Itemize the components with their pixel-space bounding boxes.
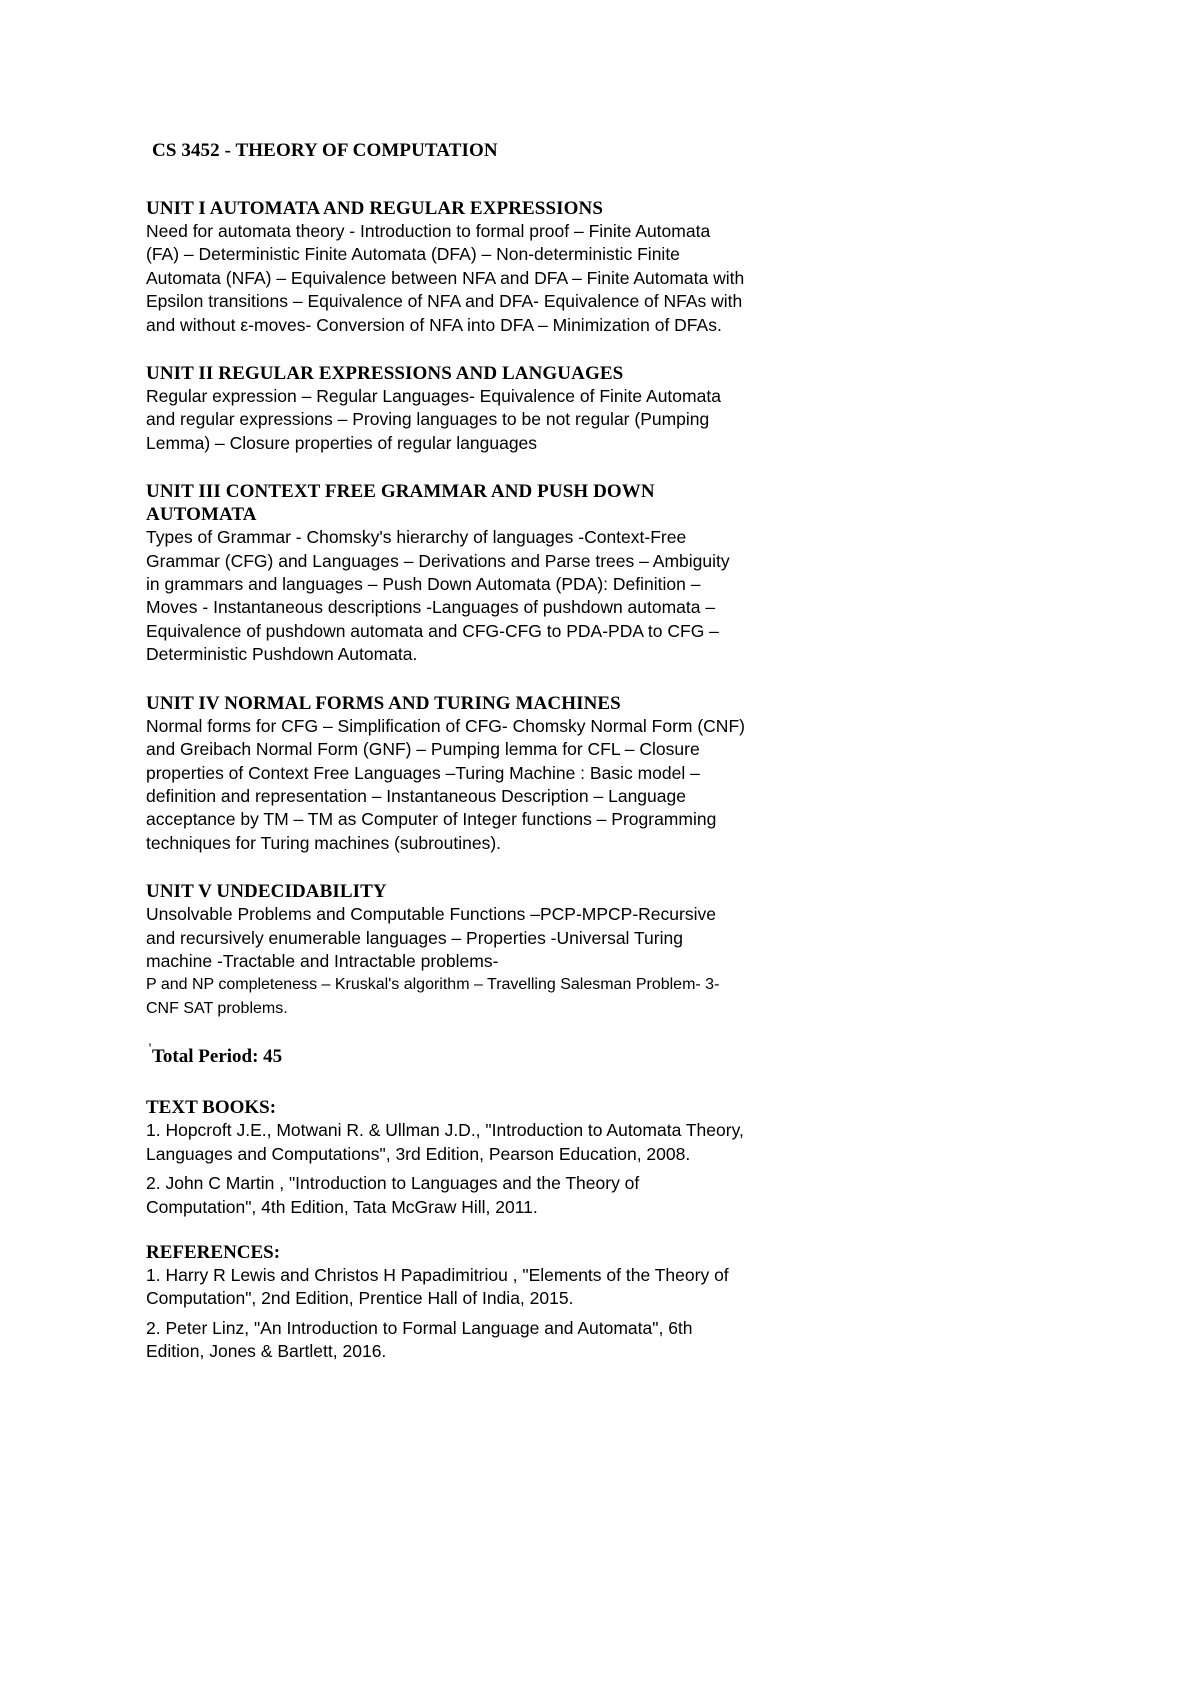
unit-heading: UNIT V UNDECIDABILITY [146,881,387,903]
unit-body: Regular expression – Regular Languages- Equivalence of Finite Automata and regular expressions – Proving languages to be not regular (Pumping Lemma) – Closure properties of regular languages [146,386,721,453]
total-period: Total Period: 45 [152,1046,283,1068]
stray-mark: , [148,1032,152,1049]
unit-body: Normal forms for CFG – Simplification of CFG- Chomsky Normal Form (CNF) and Greibach Normal Form (GNF) – Pumping lemma for CFL – Closure properties of Context Free Languages –Turing Machine : Basic model – definition and representation – Instantaneous Description – Language acceptance by TM – TM as Computer of Integer functions – Programming techniques for Turing machines (subroutines). [146,715,745,853]
unit-3 [146,480,746,666]
unit-body: Types of Grammar - Chomsky's hierarchy of languages -Context-Free Grammar (CFG) and Languages – Derivations and Parse trees – Ambiguity in grammars and languages – Push Down Automata (PDA): Definition – Moves - Instantaneous descriptions -Languages of pushdown automata – Equivalence of pushdown automata and CFG-CFG to PDA-PDA to CFG – Deterministic Pushdown Automata. [146,527,730,665]
text-books-heading: TEXT BOOKS: [146,1097,277,1119]
unit-heading: UNIT III CONTEXT FREE GRAMMAR AND PUSH DOWN AUTOMATA [146,481,655,526]
unit-body: Unsolvable Problems and Computable Functions –PCP-MPCP-Recursive and recursively enumerable languages – Properties -Universal Turing machine -Tractable and Intractable problems- [146,904,716,971]
unit-body: Need for automata theory - Introduction to formal proof – Finite Automata (FA) – Deterministic Finite Automata (DFA) – Non-deterministic Finite Automata (NFA) – Equivalence between NFA and DFA – Finite Automata with Epsilon transitions – Equivalence of NFA and DFA- Equivalence of NFAs with and without ε-moves- Conversion of NFA into DFA – Minimization of DFAs. [146,221,745,335]
unit-heading: UNIT I AUTOMATA AND REGULAR EXPRESSIONS [146,198,604,219]
reference-item: 1. Harry R Lewis and Christos H Papadimitriou , "Elements of the Theory of Computation", 2nd Edition, Prentice Hall of India, 2015. [146,1264,729,1309]
unit-4 [146,692,746,855]
unit-5 [146,880,746,1021]
references-heading: REFERENCES: [146,1241,281,1263]
document-title: CS 3452 - THEORY OF COMPUTATION [152,140,498,161]
text-books-section [146,1096,746,1219]
reference-item: 2. Peter Linz, "An Introduction to Formal Language and Automata", 6th Edition, Jones & Bartlett, 2016. [146,1317,693,1362]
unit-2 [146,362,746,455]
text-book-item: 2. John C Martin , "Introduction to Languages and the Theory of Computation", 4th Edition, Tata McGraw Hill, 2011. [146,1173,640,1217]
unit-body-continuation: P and NP completeness – Kruskal's algorithm – Travelling Salesman Problem- 3-CNF SAT problems. [146,976,720,1018]
unit-heading: UNIT II REGULAR EXPRESSIONS AND LANGUAGES [146,363,624,385]
unit-1 [146,197,746,337]
unit-heading: UNIT IV NORMAL FORMS AND TURING MACHINES [146,692,621,714]
syllabus-page [146,140,746,1386]
references-section [146,1241,746,1364]
text-book-item: 1. Hopcroft J.E., Motwani R. & Ullman J.D., "Introduction to Automata Theory, Languages and Computations", 3rd Edition, Pearson Education, 2008. [146,1120,744,1164]
